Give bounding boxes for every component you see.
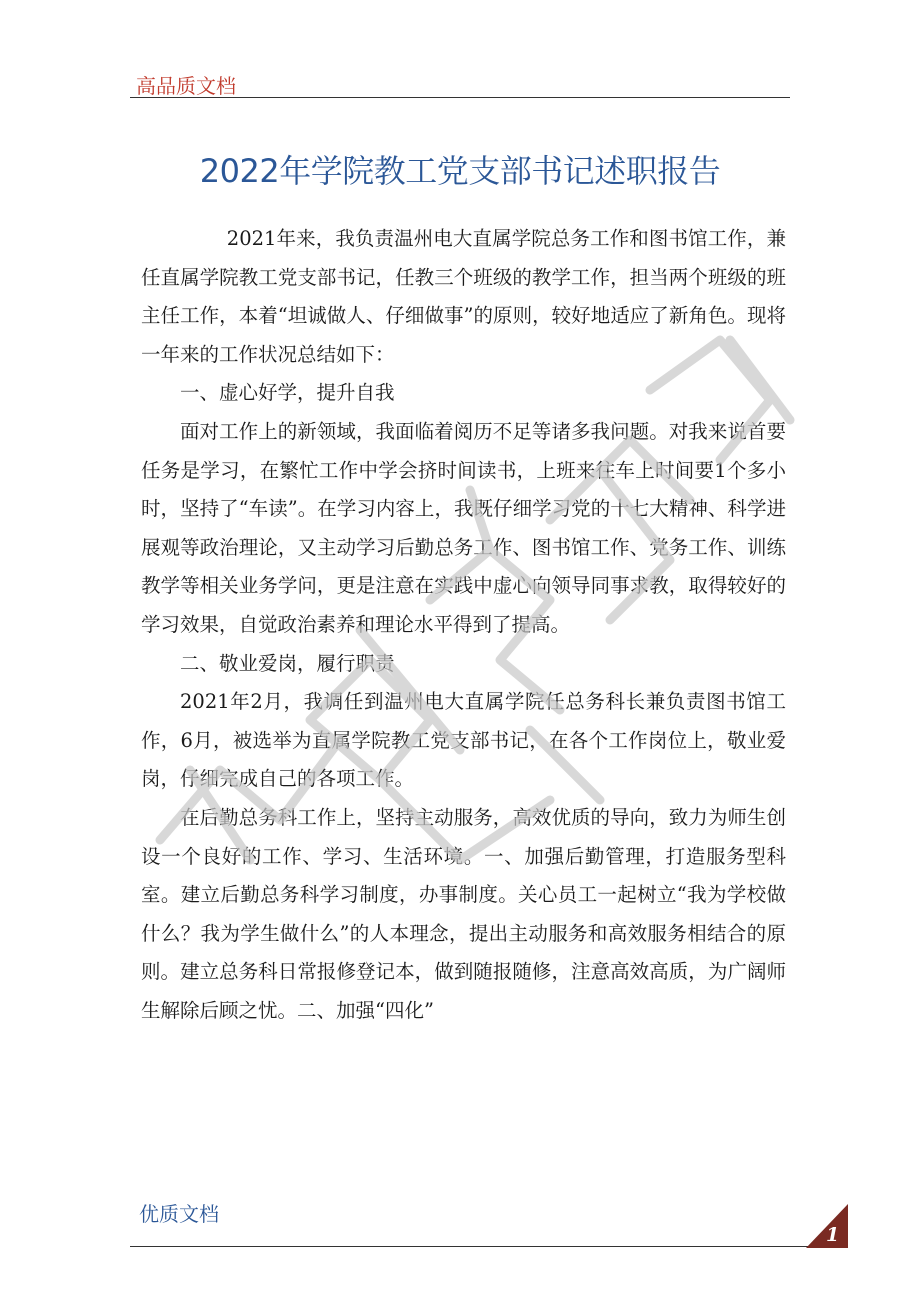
section-heading-1: 一、虚心好学，提升自我 (180, 381, 395, 405)
paragraph-appointment: 2021年2月，我调任到温州电大直属学院任总务科长兼负责图书馆工作，6月，被选举为直属学院教工党支部书记，在各个工作岗位上，敬业爱岗，仔细完成自己的各项工作。 (141, 690, 786, 791)
section-heading-2: 二、敬业爱岗，履行职责 (180, 651, 395, 675)
document-title: 2022年学院教工党支部书记述职报告 (199, 152, 721, 190)
header-brand: 高品质文档 (136, 74, 236, 98)
header-divider (130, 97, 790, 98)
paragraph-study: 面对工作上的新领域，我面临着阅历不足等诸多我问题。对我来说首要任务是学习，在繁忙工作中学会挤时间读书，上班来往车上时间要1个多小时，坚持了“车读”。在学习内容上，我既仔细学习党的十七大精神、科学进展观等政治理论，又主动学习后勤总务工作、图书馆工作、党务工作、训练教学等相关业务学问，更是注意在实践中虚心向领导同事求教，取得较好的学习效果，自觉政治素养和理论水平得到了提高。 (141, 419, 786, 636)
paragraph-logistics: 在后勤总务科工作上，坚持主动服务，高效优质的导向，致力为师生创设一个良好的工作、学习、生活环境。一、加强后勤管理，打造服务型科室。建立后勤总务科学习制度，办事制度。关心员工一起树立“我为学校做什么？我为学生做什么”的人本理念，提出主动服务和高效服务相结合的原则。建立总务科日常报修登记本，做到随报随修，注意高效高质，为广阔师生解除后顾之忧。二、加强“四化” (141, 805, 786, 1022)
paragraph-intro: 2021年来，我负责温州电大直属学院总务工作和图书馆工作，兼任直属学院教工党支部书记，任教三个班级的教学工作，担当两个班级的班主任工作，本着“坦诚做人、仔细做事”的原则，较好地适应了新角色。现将一年来的工作状况总结如下： (141, 227, 786, 366)
document-body (141, 220, 786, 1030)
page-number: 1 (826, 1224, 840, 1246)
footer-brand: 优质文档 (139, 1202, 219, 1226)
footer-divider (130, 1246, 848, 1247)
